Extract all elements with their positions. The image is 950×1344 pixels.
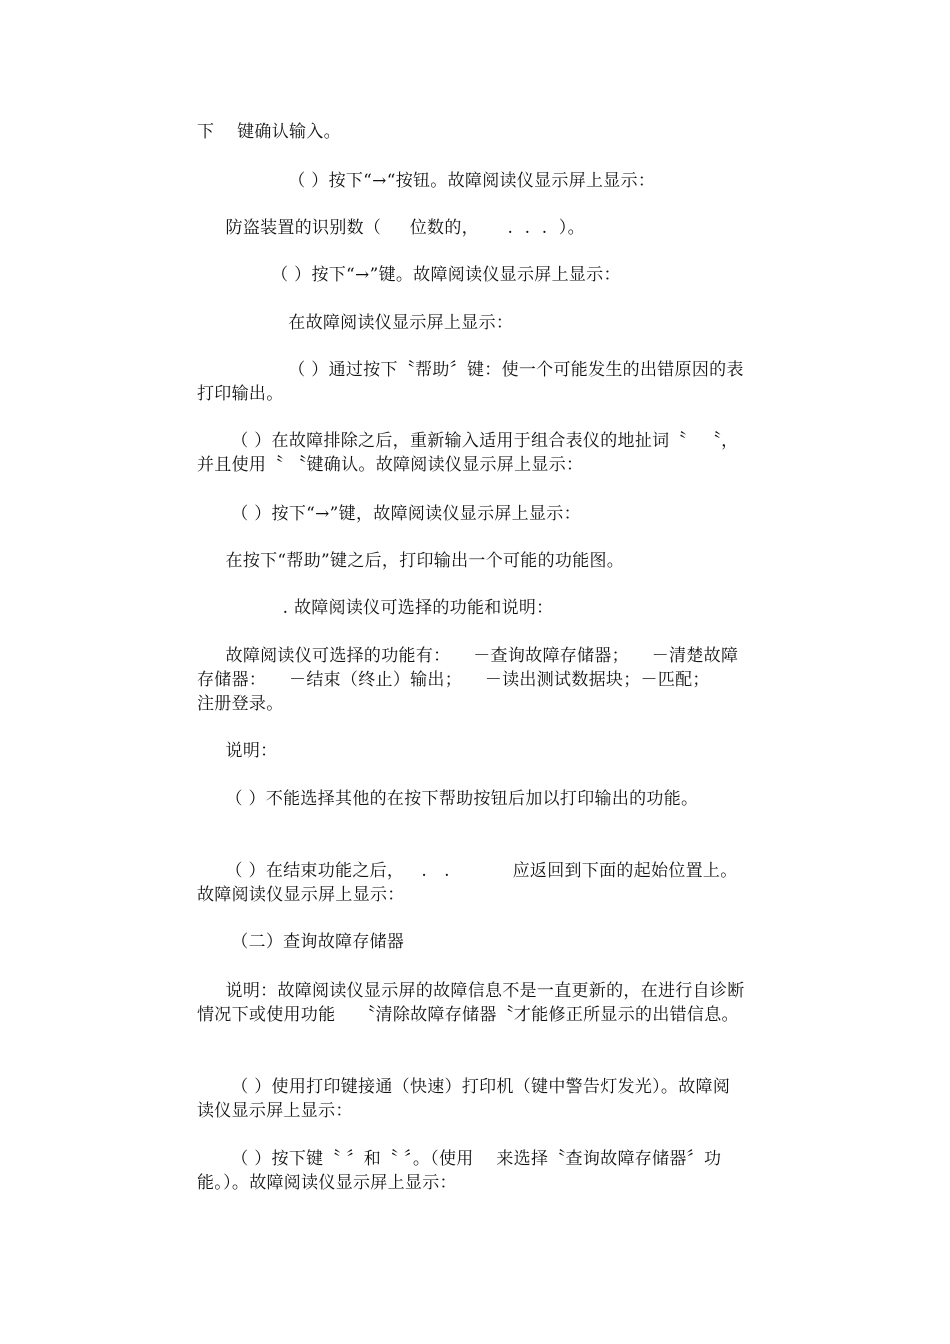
paragraph-9: 在按下“帮助”键之后，打印输出一个可能的功能图。 [197, 551, 625, 571]
paragraph-1: 下 键确认输入。 [197, 122, 341, 142]
paragraph-4: （ ）按下“→”键。故障阅读仪显示屏上显示： [197, 265, 621, 285]
paragraph-11: 故障阅读仪可选择的功能有： －查询故障存储器； －清楚故障存储器： －结束（终止）输出； －读出测试数据块；－匹配； 注册登录。 [197, 646, 739, 714]
paragraph-2: （ ）按下“→“按钮。故障阅读仪显示屏上显示： [197, 171, 656, 191]
section-heading-query-fault-memory: （二）查询故障存储器 [197, 932, 405, 952]
paragraph-17: （ ）使用打印键接通（快速）打印机（键中警告灯发光）。故障阅读仪显示屏上显示： [197, 1077, 731, 1121]
paragraph-18: （ ）按下键〝 〞和〝 〞。（使用 来选择〝查询故障存储器〞功能。）。故障阅读仪显示屏上显示： [197, 1149, 722, 1193]
paragraph-5: 在故障阅读仪显示屏上显示： [197, 313, 514, 333]
paragraph-7: （ ）在故障排除之后，重新输入适用于组合表仪的地扯词〝 〝，并且使用〝 〝键确认。故障阅读仪显示屏上显示： [197, 431, 739, 475]
paragraph-6: （ ）通过按下〝帮助〞键：使一个可能发生的出错原因的表打印输出。 [197, 360, 744, 404]
paragraph-14: （ ）在结束功能之后， . . 应返回到下面的起始位置上。故障阅读仪显示屏上显示： [197, 861, 738, 905]
paragraph-3: 防盗装置的识别数（ 位数的， . . . ）。 [197, 218, 585, 238]
paragraph-8: （ ）按下“→”键，故障阅读仪显示屏上显示： [197, 504, 581, 524]
paragraph-16: 说明：故障阅读仪显示屏的故障信息不是一直更新的，在进行自诊断情况下或使用功能 〝清除故障存储器〝才能修正所显示的出错信息。 [197, 981, 745, 1025]
paragraph-12: 说明： [197, 741, 278, 761]
paragraph-10: . 故障阅读仪可选择的功能和说明： [197, 598, 554, 618]
paragraph-13: （ ）不能选择其他的在按下帮助按钮后加以打印输出的功能。 [197, 789, 699, 809]
